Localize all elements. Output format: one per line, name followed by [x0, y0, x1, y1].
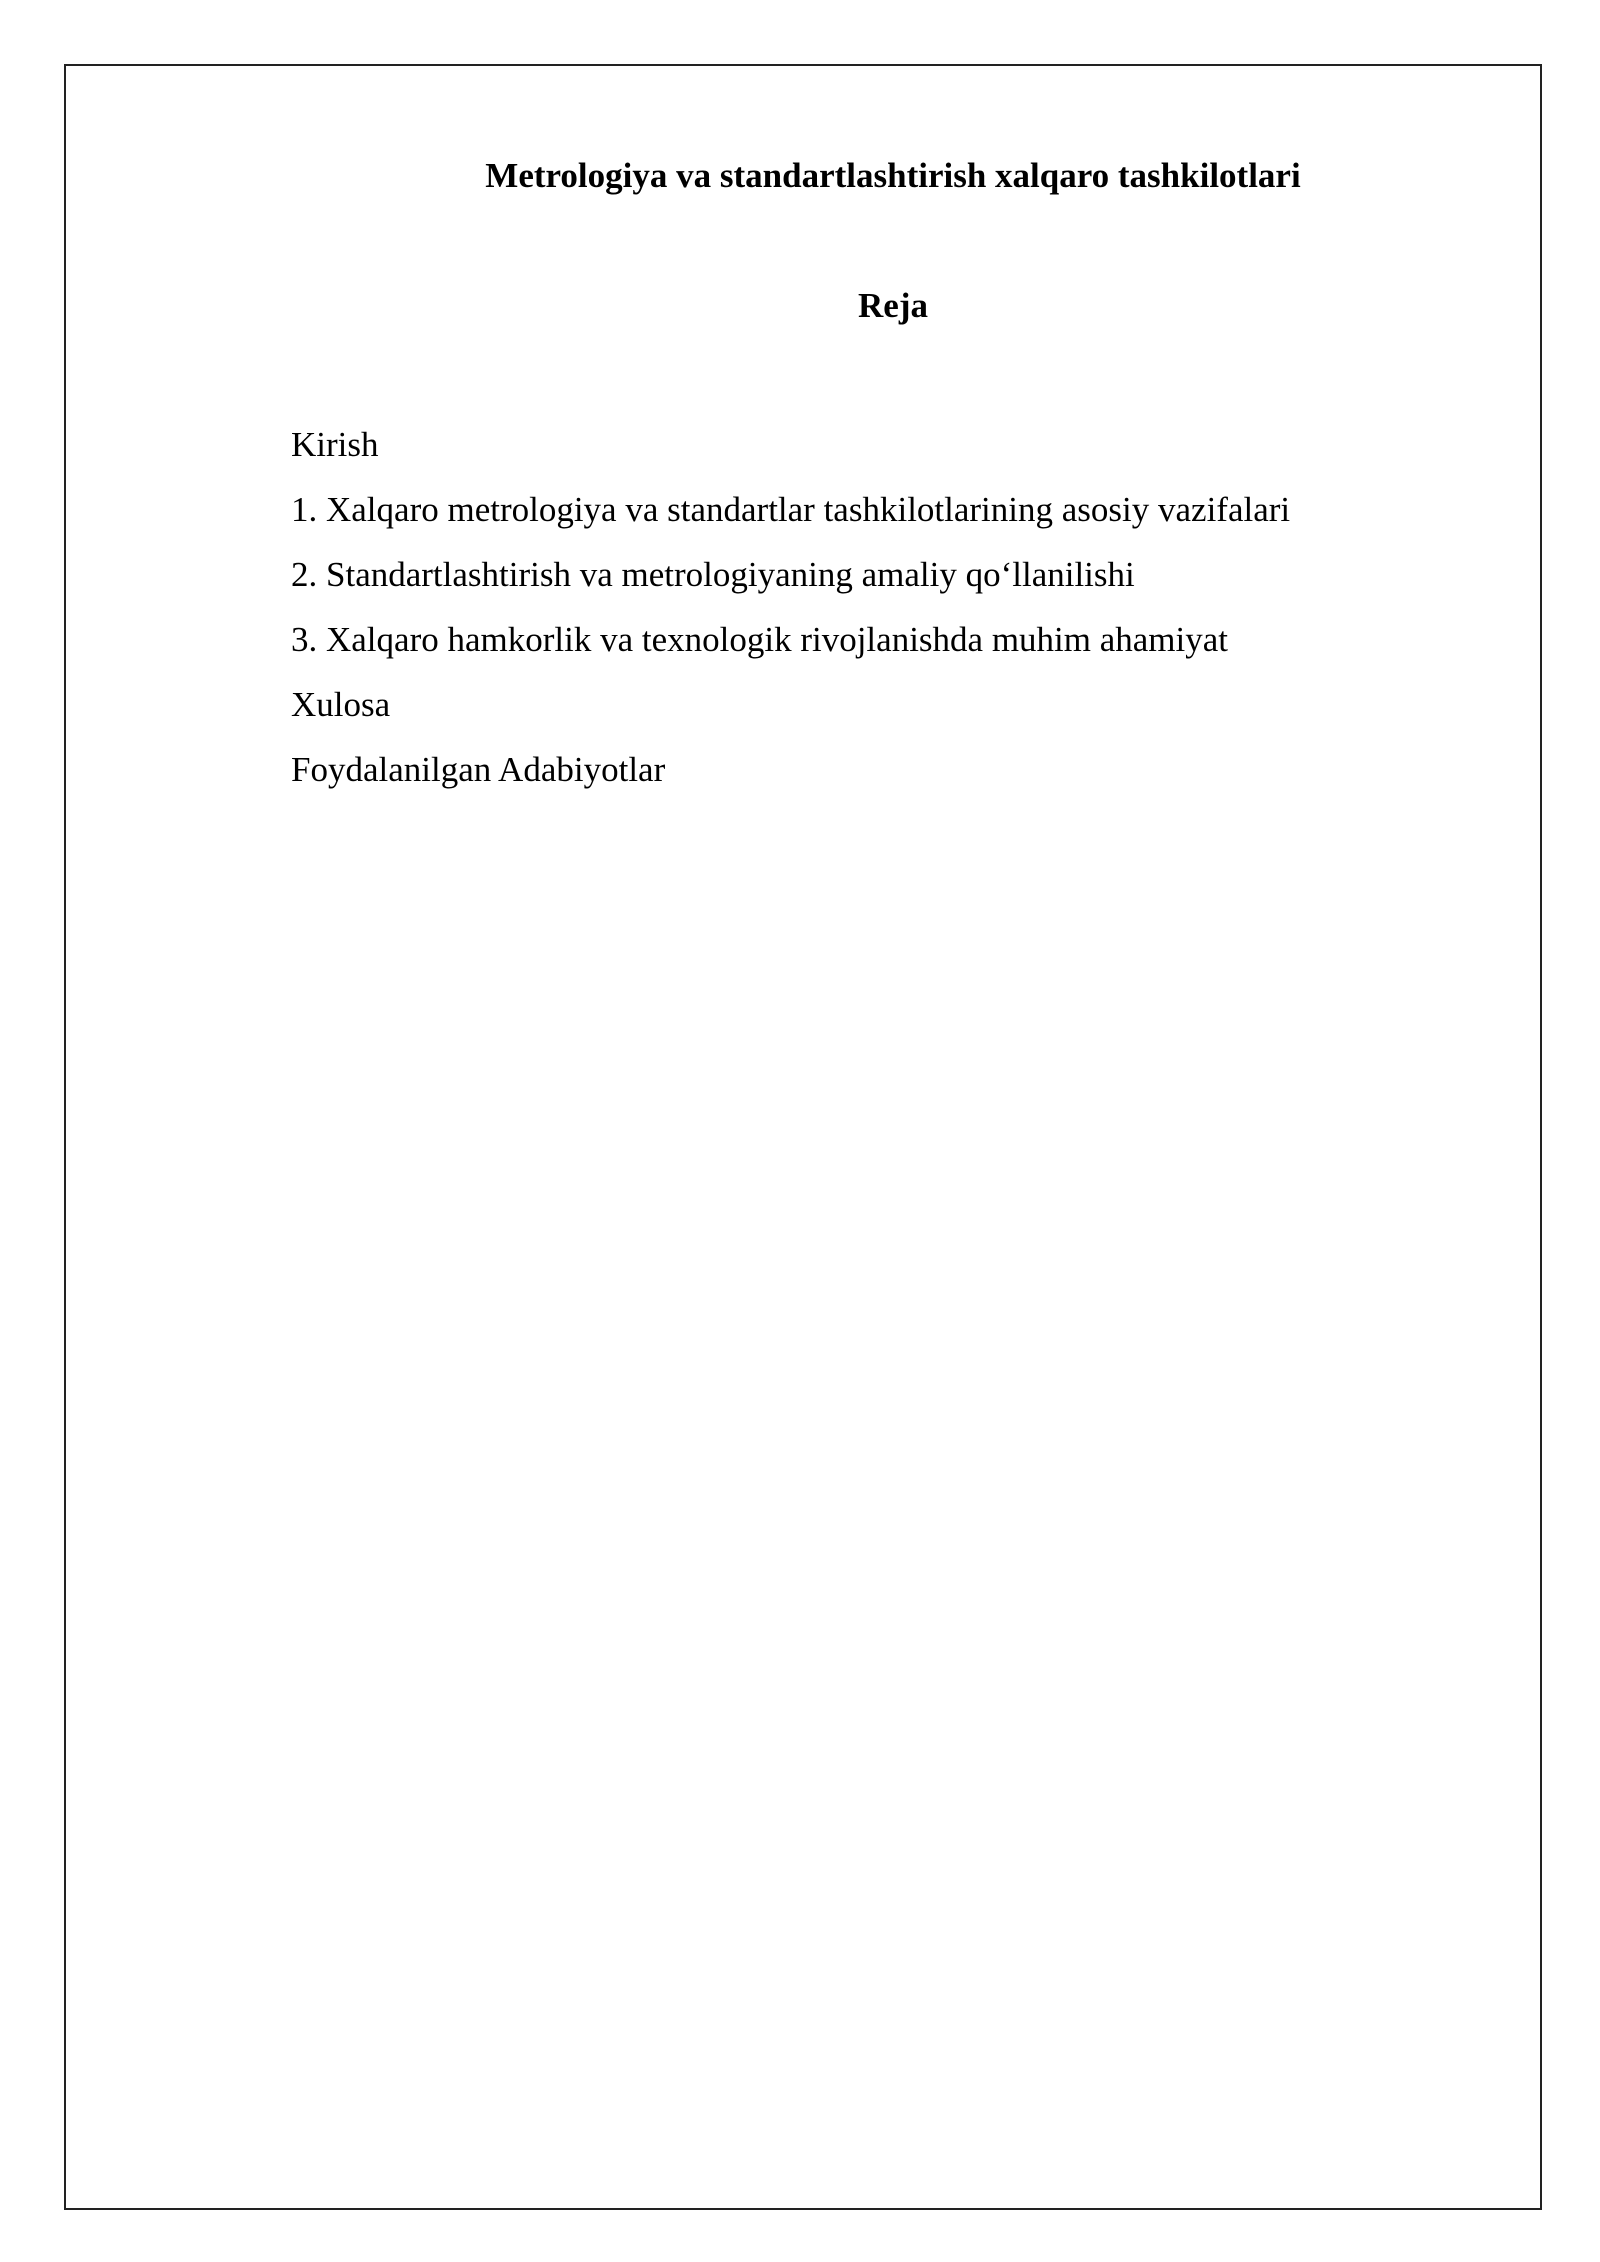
plan-list [291, 412, 1290, 802]
plan-heading: Reja [858, 286, 928, 325]
plan-item-2: 2. Standartlashtirish va metrologiyaning amaliy qo‘llanilishi [291, 555, 1135, 594]
plan-item-conclusion: Xulosa [291, 685, 391, 724]
plan-item-1: 1. Xalqaro metrologiya va standartlar tashkilotlarining asosiy vazifalari [291, 490, 1291, 529]
page-border [64, 64, 1542, 2210]
plan-item-introduction: Kirish [291, 425, 379, 464]
document-title: Metrologiya va standartlashtirish xalqaro tashkilotlari [485, 156, 1301, 195]
plan-item-3: 3. Xalqaro hamkorlik va texnologik rivojlanishda muhim ahamiyat [291, 620, 1229, 659]
plan-item-references: Foydalanilgan Adabiyotlar [291, 750, 666, 789]
